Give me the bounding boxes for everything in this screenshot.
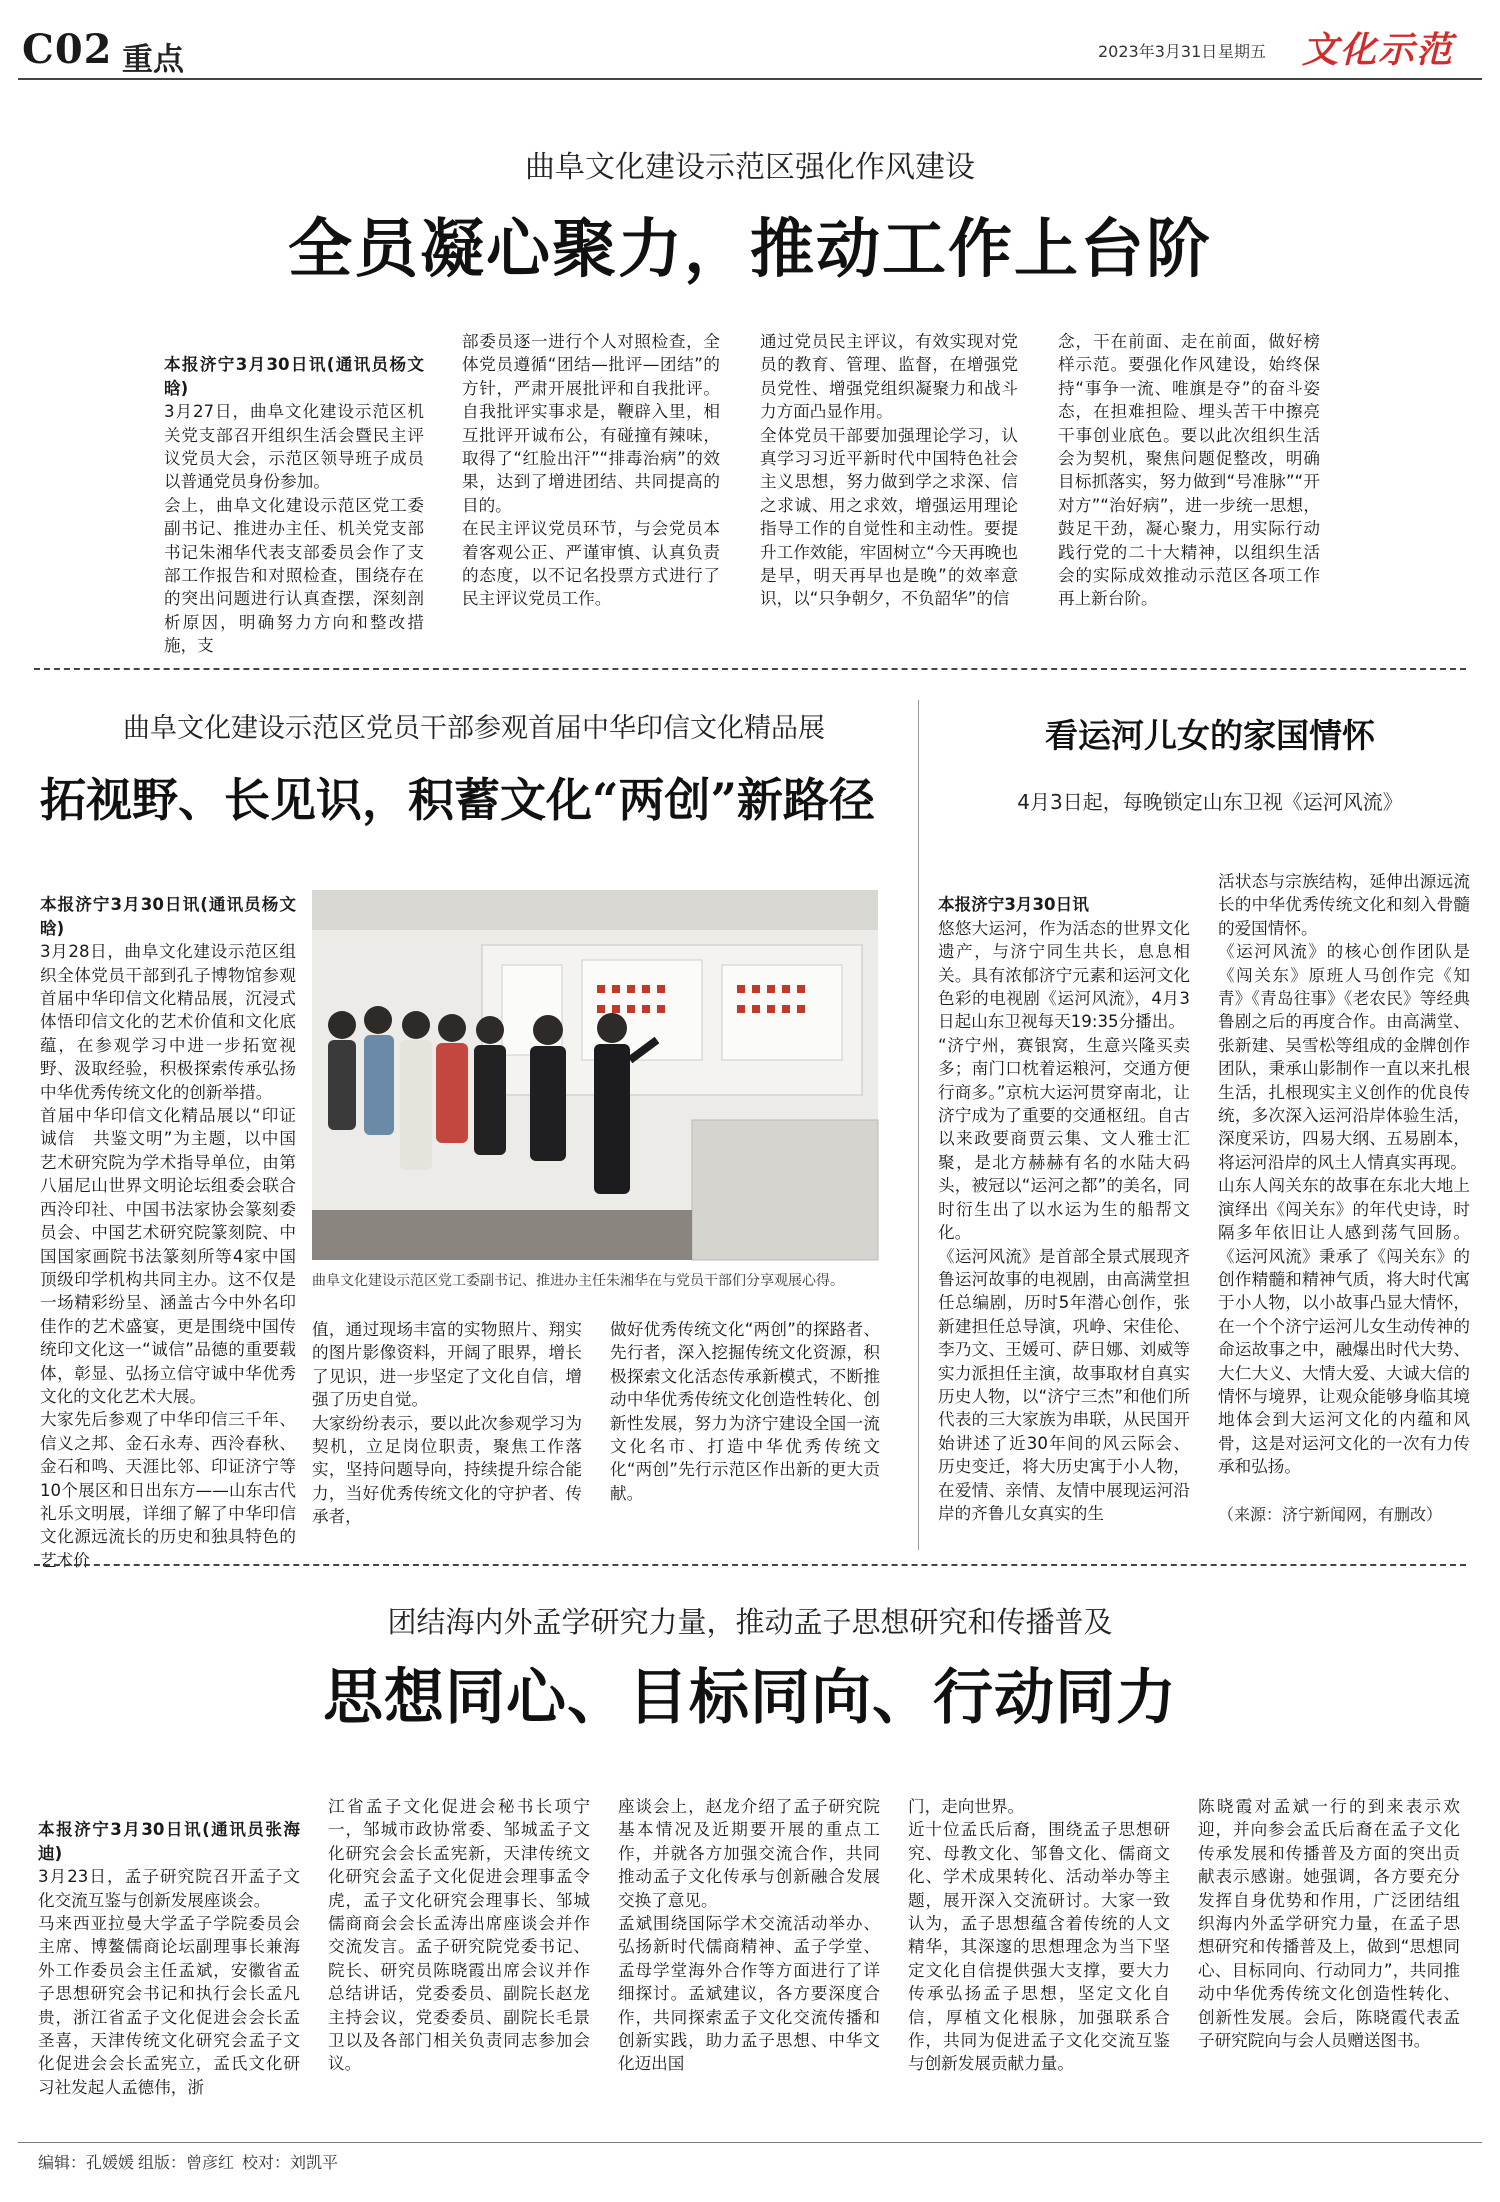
article4-headline: 思想同心、目标同向、行动同力 xyxy=(323,1663,1177,1733)
article1-column-4: 念，干在前面、走在前面，做好榜样示范。要强化作风建设，始终保持“事争一流、唯旗是夺”的奋斗姿态，在担难担险、埋头苦干中擦亮干事创业底色。要以此次组织生活会为契机，聚焦问题促整改，明确目标抓落实，努力做到“号准脉”“开对方”“治好病”，进一步统一思想，鼓足干劲，凝心聚力，用实际行动践行党的二十大精神，以组织生活会的实际成效推动示范区各项工作再上新台阶。 xyxy=(1058,332,1320,609)
article1-col1-text: 3月27日，曲阜文化建设示范区机关党支部召开组织生活会暨民主评议党员大会，示范区领导班子成员以普通党员身份参加。 会上，曲阜文化建设示范区党工委副书记、推进办主任、机关党支部书记朱湘华代表支部委员会作了支部工作报告和对照检查，围绕存在的突出问题进行认真查摆，深刻剖析原因，明确努力方向和整改措施，支 xyxy=(164,402,424,656)
article2-article3-divider xyxy=(918,700,919,1550)
article1-column-1 xyxy=(164,330,424,656)
article3-subhead: 4月3日起，每晚锁定山东卫视《运河风流》 xyxy=(1017,790,1403,814)
article1-kicker: 曲阜文化建设示范区强化作风建设 xyxy=(525,150,975,185)
article4-column-2: 江省孟子文化促进会秘书长项宁一，邹城市政协常委、邹城孟子文化研究会会长孟宪新，天津传统文化研究会孟子文化促进会理事孟令虎，孟子文化研究会理事长、邹城儒商商会会长孟涛出席座谈会并作交流发言。孟子研究院党委书记、院长、研究员陈晓霞出席会议并作总结讲话，党委委员、副院长赵龙主持会议，党委委员、副院长毛景卫以及各部门相关负责同志参加会议。 xyxy=(328,1797,590,2074)
footer-layout: 组版：曾彦红 xyxy=(138,2153,235,2172)
article3-headline: 看运河儿女的家国情怀 xyxy=(1045,716,1375,755)
article3-source: （来源：济宁新闻网，有删改） xyxy=(1218,1505,1443,1524)
article2-bottom-rule xyxy=(34,1564,1466,1566)
article2-dateline: 本报济宁3月30日讯(通讯员杨文晗) xyxy=(40,895,296,938)
article1-dateline: 本报济宁3月30日讯(通讯员杨文晗) xyxy=(164,355,424,398)
article3-dateline: 本报济宁3月30日讯 xyxy=(938,895,1089,915)
article3-col1-text: 悠悠大运河，作为活态的世界文化遗产，与济宁同生共长，息息相关。具有浓郁济宁元素和运河文化色彩的电视剧《运河风流》，4月3日起山东卫视每天19:35分播出。 “济宁州，赛银窝，生意兴隆买卖多；南门口枕着运粮河，交通方便行商多。”京杭大运河贯穿南北，让济宁成为了重要的交通枢纽。自古以来政要商贾云集、文人雅士汇聚，是北方赫赫有名的水陆大码头，被冠以“运河之都”的美名，同时衍生出了以水运为生的船帮文化。 《运河风流》是首部全景式展现齐鲁运河故事的电视剧，由高满堂担任总编剧，历时5年潜心创作，张新建担任总导演，巩峥、宋佳伦、李乃文、王媛可、萨日娜、刘威等实力派担任主演，故事取材自真实历史人物，以“济宁三杰”和他们所代表的三大家族为串联，从民国开始讲述了近30年间的风云际会、历史变迁，将大历史寓于小人物，在爱情、亲情、友情中展现运河沿岸的齐鲁儿女真实的生 xyxy=(938,918,1190,1523)
article2-col1-text: 3月28日，曲阜文化建设示范区组织全体党员干部到孔子博物馆参观首届中华印信文化精品展，沉浸式体悟印信文化的艺术价值和文化底蕴，在参观学习中进一步拓宽视野、汲取经验，积极探索传承弘扬中华优秀传统文化的创新举措。 首届中华印信文化精品展以“印证诚信 共鉴文明”为主题，以中国艺术研究院为学术指导单位，由第八届尼山世界文明论坛组委会联合西泠印社、中国书法家协会篆刻委员会、中国艺术研究院篆刻院、中国国家画院书法篆刻所等4家中国顶级印学机构共同主办。这不仅是一场精彩纷呈、涵盖古今中外名印佳作的艺术盛宴，更是围绕中国传统印文化这一“诚信”品德的重要载体，彰显、弘扬立信守诚中华优秀文化的文化艺术大展。 大家先后参观了中华印信三千年、信义之邦、金石永寿、西泠春秋、金石和鸣、天涯比邻、印证济宁等10个展区和日出东方——山东古代礼乐文明展，详细了解了中华印信文化源远流长的历史和独具特色的艺术价 xyxy=(40,942,296,1570)
exhibition-photo-illustration xyxy=(312,890,878,1260)
article1-column-2: 部委员逐一进行个人对照检查，全体党员遵循“团结—批评—团结”的方针，严肃开展批评和自我批评。自我批评实事求是，鞭辟入里，相互批评开诚布公，有碰撞有辣味，取得了“红脸出汗”“排毒治病”的效果，达到了增进团结、共同提高的目的。 在民主评议党员环节，与会党员本着客观公正、严谨审慎、认真负责的态度，以不记名投票方式进行了民主评议党员工作。 xyxy=(462,332,720,609)
article1-column-3: 通过党员民主评议，有效实现对党员的教育、管理、监督，在增强党员党性、增强党组织凝聚力和战斗力方面凸显作用。 全体党员干部要加强理论学习，认真学习习近平新时代中国特色社会主义思想，努力做到学之求深、信之求诚、用之求效，增强运用理论指导工作的自觉性和主动性。要提升工作效能，牢固树立“今天再晚也是早，明天再早也是晚”的效率意识，以“只争朝夕，不负韶华”的信 xyxy=(760,332,1018,609)
masthead-rule xyxy=(18,78,1482,80)
article2-column-1 xyxy=(40,870,296,1570)
article4-column-3: 座谈会上，赵龙介绍了孟子研究院基本情况及近期要开展的重点工作，并就各方加强交流合作，共同推动孟子文化传承与创新融合发展交换了意见。 孟斌围绕国际学术交流活动举办、弘扬新时代儒商精神、孟子学堂、孟母学堂海外合作等方面进行了详细探讨。孟斌建议，各方要深度合作，共同探索孟子文化交流传播和创新实践，助力孟子思想、中华文化迈出国 xyxy=(618,1797,880,2074)
article4-column-4: 门，走向世界。 近十位孟氏后裔，围绕孟子思想研究、母教文化、邹鲁文化、儒商文化、学术成果转化、活动举办等主题，展开深入交流研讨。大家一致认为，孟子思想蕴含着传统的人文精华，其深邃的思想理念为当下坚定文化自信提供强大支撑，要大力传承弘扬孟子思想，坚定文化自信，厚植文化根脉，加强联系合作，共同为促进孟子文化交流互鉴与创新发展贡献力量。 xyxy=(908,1797,1170,2074)
article3-column-2: 活状态与宗族结构，延伸出源远流长的中华优秀传统文化和刻入骨髓的爱国情怀。 《运河风流》的核心创作团队是《闯关东》原班人马创作完《知青》《青岛往事》《老农民》等经典鲁剧之后的再度合作。由高满堂、张新建、吴雪松等组成的金牌创作团队，秉承山影制作一直以来扎根生活，扎根现实主义创作的优良传统，多次深入运河沿岸体验生活，深度采访，四易大纲、五易剧本，将运河沿岸的风土人情真实再现。 山东人闯关东的故事在东北大地上演绎出《闯关东》的年代史诗，时隔多年依旧让人感到荡气回肠。《运河风流》秉承了《闯关东》的创作精髓和精神气质，将大时代寓于小人物，以小故事凸显大情怀，在一个个济宁运河儿女生动传神的命运故事之中，融爆出时代大势、大仁大义、大情大爱、大诚大信的情怀与境界，让观众能够身临其境地体会到大运河文化的内蕴和风骨，这是对运河文化的一次有力传承和弘扬。 xyxy=(1218,872,1470,1477)
article2-photo xyxy=(312,890,878,1260)
footer-editor: 编辑：孔媛媛 xyxy=(38,2153,135,2172)
issue-date: 2023年3月31日 xyxy=(1098,42,1218,61)
footer-proof: 校对：刘凯平 xyxy=(242,2153,339,2172)
article1-headline: 全员凝心聚力，推动工作上台阶 xyxy=(288,212,1212,287)
article4-kicker: 团结海内外孟学研究力量，推动孟子思想研究和传播普及 xyxy=(387,1605,1113,1639)
section-name: 重点 xyxy=(122,42,184,78)
article4-column-5: 陈晓霞对孟斌一行的到来表示欢迎，并向参会孟氏后裔在孟子文化传承发展和传播普及方面的突出贡献表示感谢。她强调，各方要充分发挥自身优势和作用，广泛团结组织海内外孟学研究力量，在孟子思想研究和传播普及上，做到“思想同心、目标同向、行动同力”，共同推动中华优秀传统文化创造性转化、创新性发展。会后，陈晓霞代表孟子研究院向与会人员赠送图书。 xyxy=(1198,1797,1460,2051)
article2-column-3: 做好优秀传统文化“两创”的探路者、先行者，深入挖掘传统文化资源，积极探索文化活态传承新模式，不断推动中华优秀传统文化创造性转化、创新性发展，努力为济宁建设全国一流文化名市、打造中华优秀传统文化“两创”先行示范区作出新的更大贡献。 xyxy=(610,1320,880,1503)
article4-dateline: 本报济宁3月30日讯(通讯员张海迪) xyxy=(38,1820,300,1863)
article2-kicker: 曲阜文化建设示范区党员干部参观首届中华印信文化精品展 xyxy=(123,713,825,744)
article4-col1-text: 3月23日，孟子研究院召开孟子文化交流互鉴与创新发展座谈会。 马来西亚拉曼大学孟子学院委员会主席、博鳌儒商论坛副理事长兼海外工作委员会主任孟斌，安徽省孟子思想研究会书记和执行会长孟凡贵，浙江省孟子文化促进会会长孟圣喜，天津传统文化研究会孟子文化促进会会长孟宪立，孟氏文化研习社发起人孟德伟，浙 xyxy=(38,1867,300,2097)
article2-photo-caption: 曲阜文化建设示范区党工委副书记、推进办主任朱湘华在与党员干部们分享观展心得。 xyxy=(312,1273,844,1289)
footer-rule xyxy=(18,2142,1482,2143)
article3-column-1 xyxy=(938,870,1190,1530)
issue-weekday: 星期五 xyxy=(1218,42,1267,61)
brand-logo: 文化示范 xyxy=(1302,29,1455,71)
article4-column-1 xyxy=(38,1795,300,2131)
article2-column-2: 值，通过现场丰富的实物照片、翔实的图片影像资料，开阔了眼界，增长了见识，进一步坚定了文化自信，增强了历史自觉。 大家纷纷表示，要以此次参观学习为契机，立足岗位职责，聚焦工作落实，坚持问题导向，持续提升综合能力，当好优秀传统文化的守护者、传承者， xyxy=(312,1320,582,1527)
article2-headline: 拓视野、长见识，积蓄文化“两创”新路径 xyxy=(40,773,875,827)
page-code: C02 xyxy=(22,26,113,73)
article1-bottom-rule xyxy=(34,668,1466,670)
